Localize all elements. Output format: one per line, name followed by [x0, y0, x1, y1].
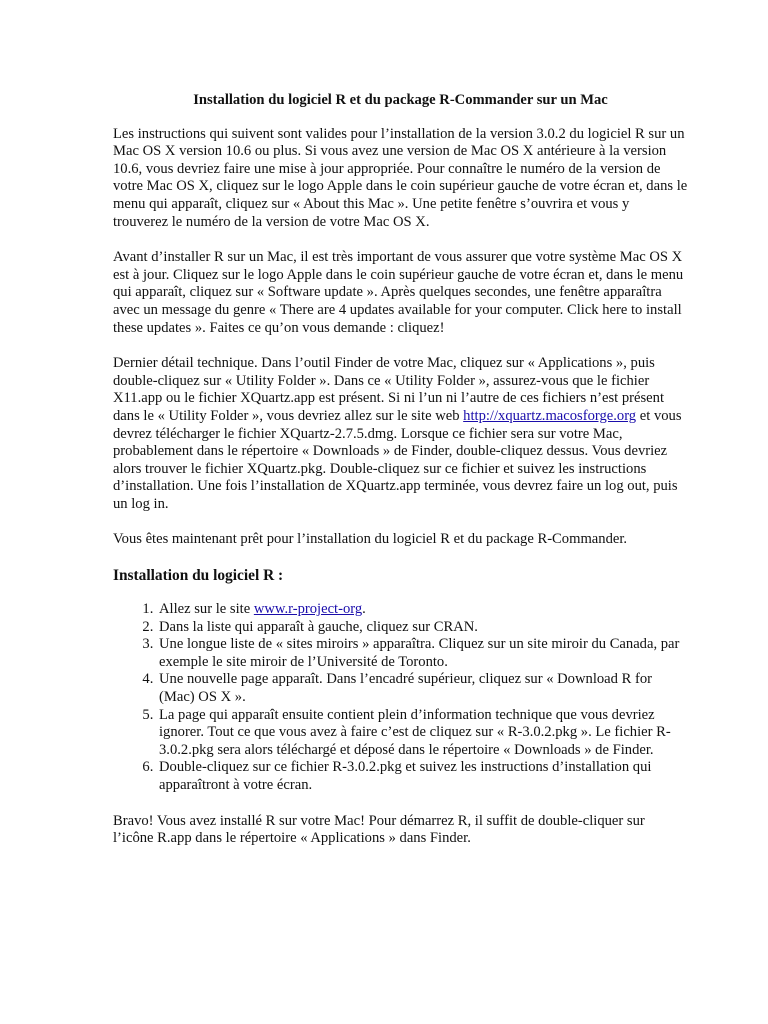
paragraph-ready: Vous êtes maintenant prêt pour l’installation du logiciel R et du package R-Commander.	[113, 531, 628, 548]
section-heading: Installation du logiciel R :	[113, 567, 284, 585]
list-item	[157, 601, 688, 619]
xquartz-text-after: et vous devrez télécharger le fichier XQuartz-2.7.5.dmg. Lorsque ce fichier sera sur votre Mac, probablement dans le répertoire « Downloads » de Finder, double-cliquez dessus. Vous devriez alors trouver le fichier XQuartz.pkg. Double-cliquez sur ce fichier et suivez les instructions d’installation. Une fois l’installation de XQuartz.app terminée, vous devrez faire un log out, puis un log in.	[113, 407, 682, 512]
list-item: 2. Dans la liste qui apparaît à gauche, cliquez sur CRAN.	[157, 619, 688, 637]
paragraph-bravo: Bravo! Vous avez installé R sur votre Mac! Pour démarrez R, il suffit de double-cliquer sur l’icône R.app dans le répertoire « Applications » dans Finder.	[113, 812, 645, 847]
list-item: 5. La page qui apparaît ensuite contient plein d’information technique que vous devriez ignorer. Tout ce que vous avez à faire c’est de cliquez sur « R-3.0.2.pkg ». Le fichier R-3.0.2.pkg sera alors téléchargé et déposé dans le répertoire « Downloads » de Finder.	[157, 707, 688, 760]
list-item: 4. Une nouvelle page apparaît. Dans l’encadré supérieur, cliquez sur « Download R for (Mac) OS X ».	[157, 671, 688, 706]
step-1-text: Allez sur le site	[159, 601, 254, 618]
list-item: 6. Double-cliquez sur ce fichier R-3.0.2.pkg et suivez les instructions d’installation qui apparaîtront à votre écran.	[157, 759, 688, 794]
r-project-link[interactable]: www.r-project-org	[253, 601, 363, 618]
install-steps-list	[113, 601, 688, 795]
list-item: 3. Une longue liste de « sites miroirs » apparaîtra. Cliquez sur un site miroir du Canada, par exemple le site miroir de l’Université de Toronto.	[157, 636, 688, 671]
xquartz-text-before: Dernier détail technique. Dans l’outil Finder de votre Mac, cliquez sur « Applications », puis double-cliquez sur « Utility Folder ». Dans ce « Utility Folder », assurez-vous que le fichier X11.app ou le fichier XQuartz.app est présent. Si ni l’un ni l’autre de ces fichiers n’est présent dans le « Utility Folder », vous devriez allez sur le site web	[113, 355, 664, 424]
document-title: Installation du logiciel R et du package R-Commander sur un Mac	[193, 92, 608, 108]
paragraph-intro: Les instructions qui suivent sont valides pour l’installation de la version 3.0.2 du logiciel R sur un Mac OS X version 10.6 ou plus. Si vous avez une version de Mac OS X antérieure à la version 10.6, vous devriez faire une mise à jour appropriée. Pour connaître le numéro de la version de votre Mac OS X, cliquez sur le logo Apple dans le coin supérieur gauche de votre écran et, dans le menu qui apparaît, cliquez sur « About this Mac ». Une petite fenêtre s’ouvrira et vous y trouverez le numéro de la version de votre Mac OS X.	[113, 125, 688, 230]
step-1-suffix: .	[362, 601, 366, 618]
paragraph-xquartz	[113, 355, 688, 513]
xquartz-link[interactable]: http://xquartz.macosforge.org	[463, 407, 637, 424]
paragraph-software-update: Avant d’installer R sur un Mac, il est très important de vous assurer que votre système Mac OS X est à jour. Cliquez sur le logo Apple dans le coin supérieur gauche de votre écran et, dans le menu qui apparaît, cliquez sur « Software update ». Après quelques secondes, une fenêtre apparaîtra avec un message du genre « There are 4 updates available for your computer. Click here to install these updates ». Faites ce qu’on vous demande : cliquez!	[113, 249, 684, 336]
